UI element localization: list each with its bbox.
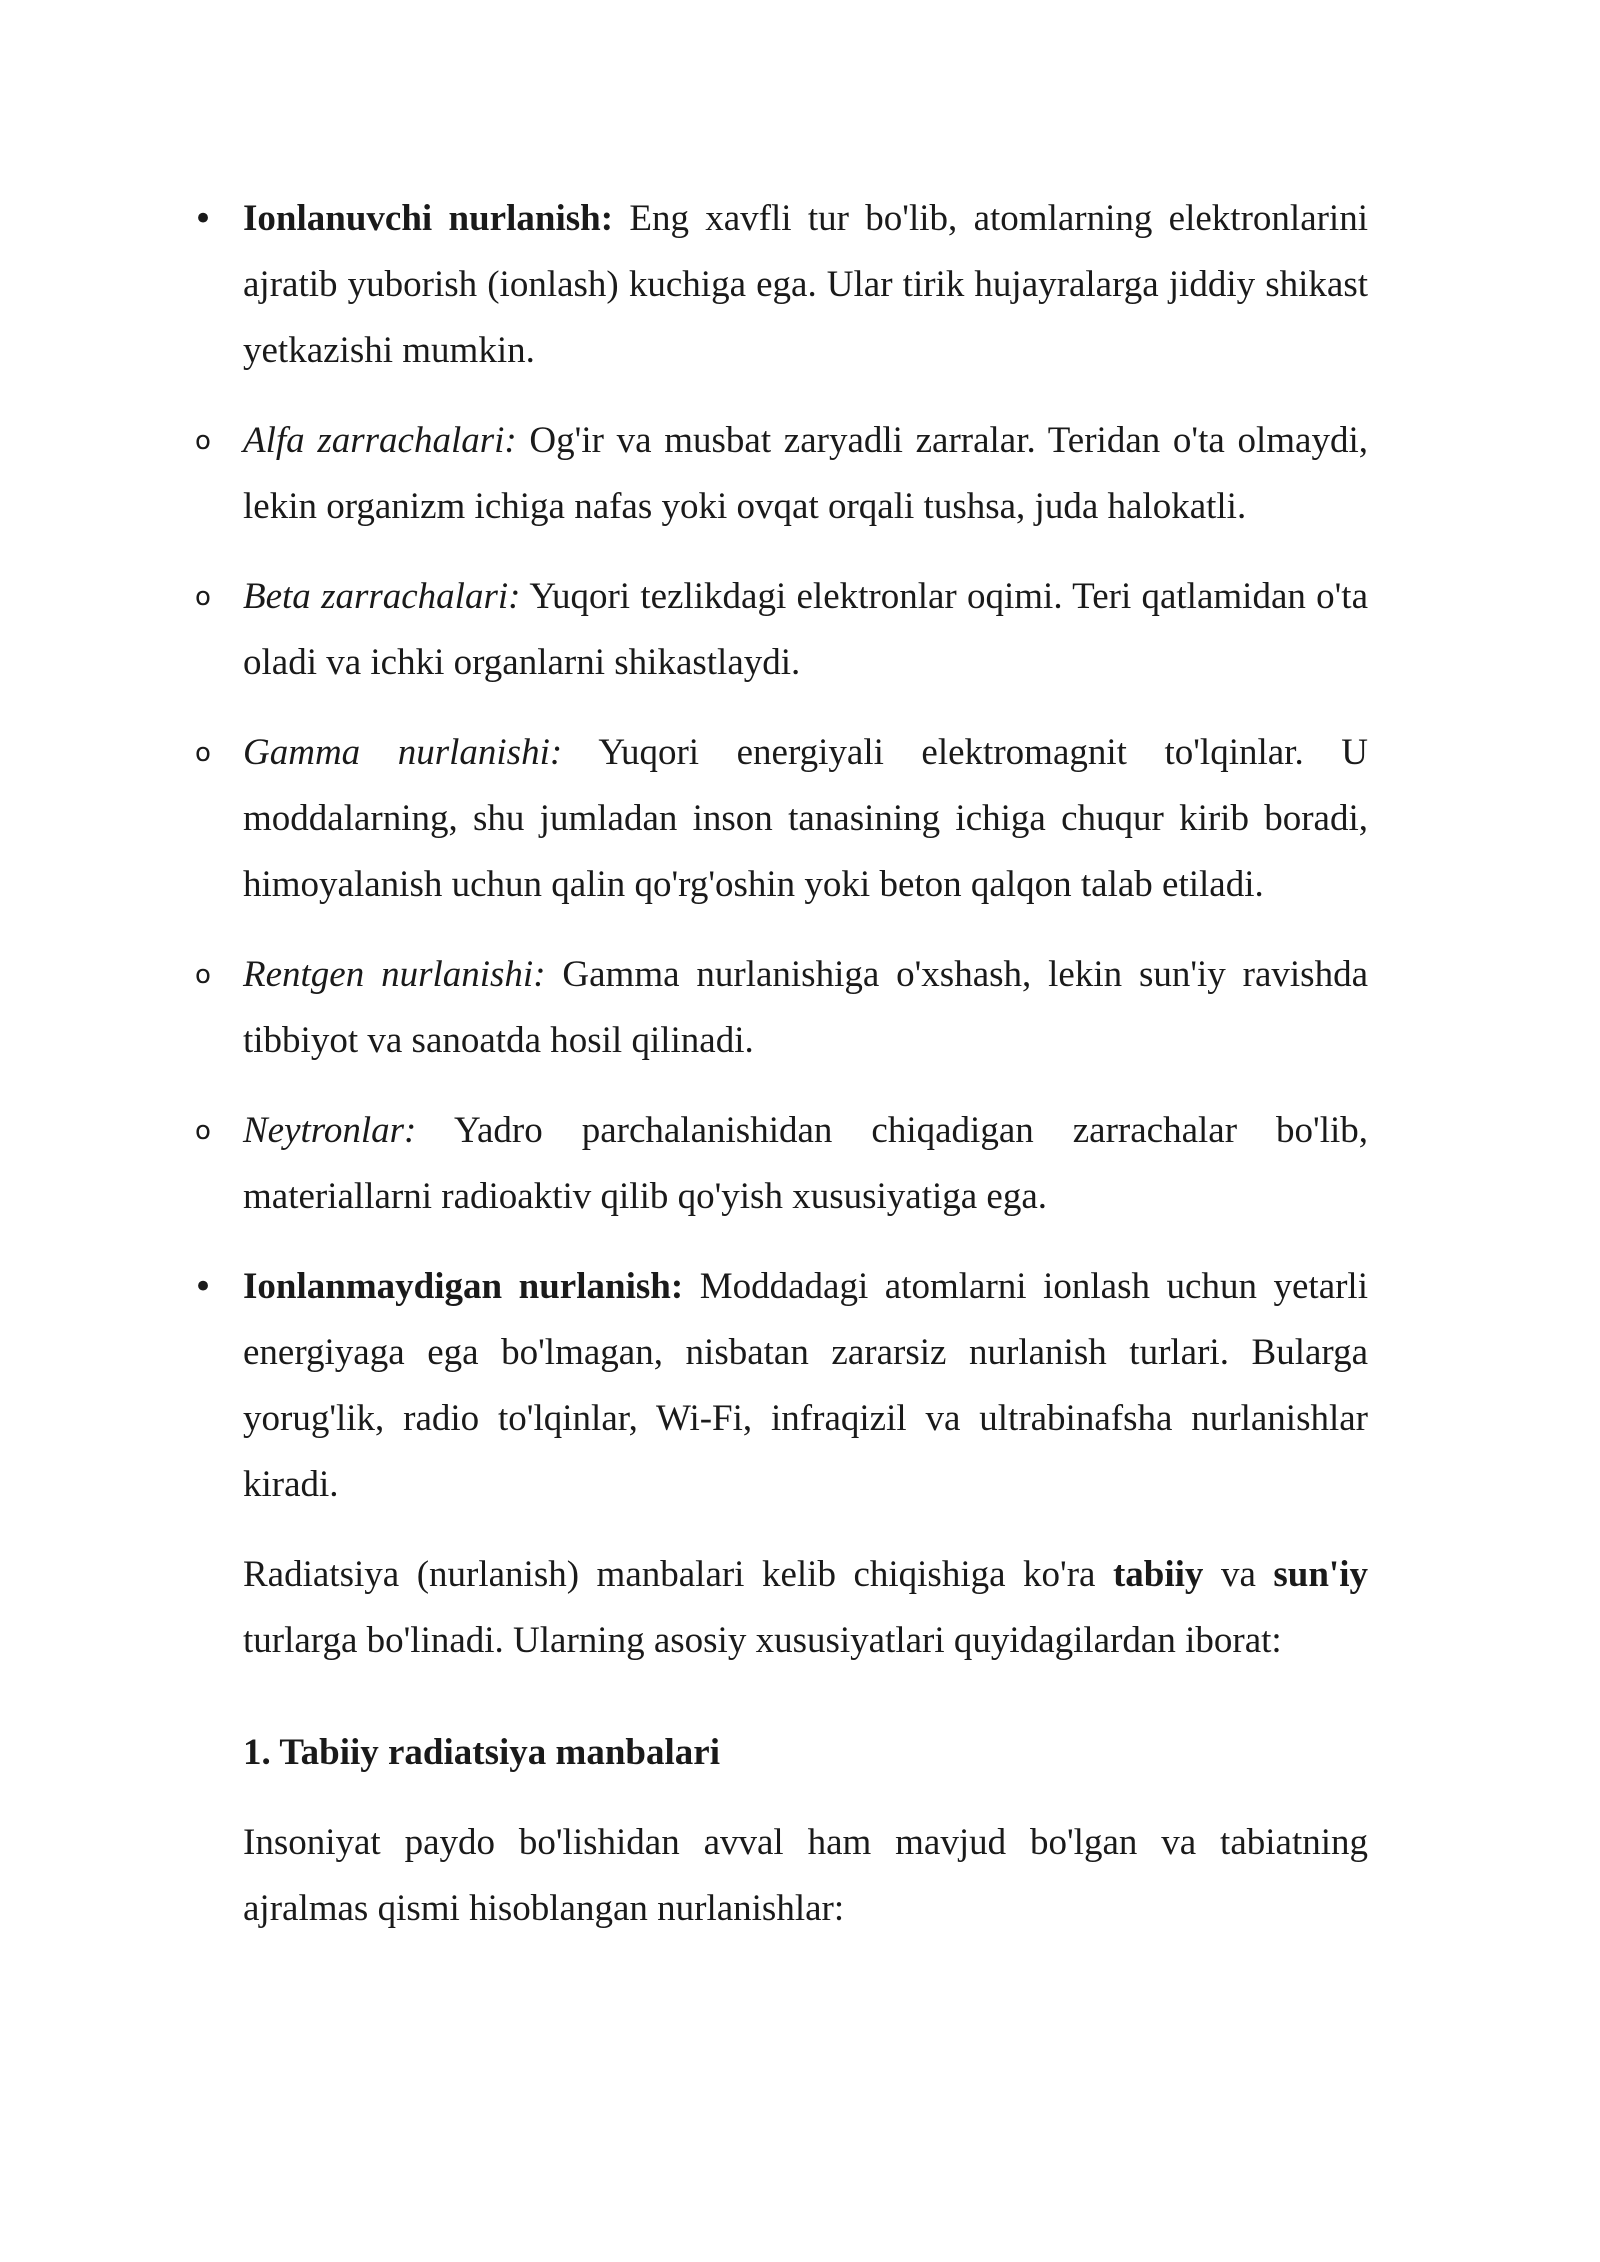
sources-bold-artificial: sun'iy	[1273, 1554, 1368, 1595]
desc-alpha: Og'ir va musbat zaryadli zarralar. Teridan o'ta olmaydi, lekin organizm ichiga nafas yoki ovqat orqali tushsa, juda halokatli.	[243, 420, 1368, 527]
term-gamma: Gamma nurlanishi:	[243, 732, 563, 773]
desc-non-ionizing: Moddadagi atomlarni ionlash uchun yetarli energiyaga ega bo'lmagan, nisbatan zararsiz nurlanish turlari. Bularga yorug'lik, radio to'lqinlar, Wi-Fi, infraqizil va ultrabinafsha nurlanishlar kiradi.	[243, 1266, 1368, 1505]
term-non-ionizing: Ionlanmaydigan nurlanish:	[243, 1266, 684, 1307]
sources-bold-natural: tabiiy	[1112, 1554, 1204, 1595]
list-item-non-ionizing	[192, 1254, 1368, 1518]
term-ionizing: Ionlanuvchi nurlanish:	[243, 198, 614, 239]
circle-marker: o	[195, 1116, 211, 1146]
desc-beta: Yuqori tezlikdagi elektronlar oqimi. Teri qatlamidan o'ta oladi va ichki organlarni shikastlaydi.	[243, 576, 1368, 683]
circle-marker: o	[195, 426, 211, 456]
list-item-gamma	[195, 720, 1368, 918]
desc-gamma: Yuqori energiyali elektromagnit to'lqinlar. U moddalarning, shu jumladan inson tanasining ichiga chuqur kirib boradi, himoyalanish uchun qalin qo'rg'oshin yoki beton qalqon talab etiladi.	[243, 732, 1368, 905]
sources-text-1: Radiatsiya (nurlanish) manbalari kelib chiqishiga ko'ra	[243, 1554, 1113, 1595]
list-item-ionizing	[192, 186, 1368, 384]
list-item-neutrons	[195, 1098, 1368, 1230]
sources-paragraph	[243, 1542, 1368, 1674]
list-item-alpha	[195, 408, 1368, 540]
term-alpha: Alfa zarrachalari:	[243, 420, 517, 461]
circle-marker: o	[195, 738, 211, 768]
term-beta: Beta zarrachalari:	[243, 576, 521, 617]
term-neutrons: Neytronlar:	[243, 1110, 417, 1151]
circle-marker: o	[195, 582, 211, 612]
circle-marker: o	[195, 960, 211, 990]
sources-text-3: turlarga bo'linadi. Ularning asosiy xususiyatlari quyidagilardan iborat:	[243, 1620, 1282, 1661]
term-xray: Rentgen nurlanishi:	[243, 954, 546, 995]
list-item-beta	[195, 564, 1368, 696]
desc-ionizing: Eng xavfli tur bo'lib, atomlarning elektronlarini ajratib yuborish (ionlash) kuchiga ega. Ular tirik hujayralarga jiddiy shikast yetkazishi mumkin.	[243, 198, 1368, 371]
bullet-marker: •	[192, 199, 214, 239]
desc-xray: Gamma nurlanishiga o'xshash, lekin sun'iy ravishda tibbiyot va sanoatda hosil qilinadi.	[243, 954, 1369, 1061]
bullet-marker: •	[192, 1267, 214, 1307]
list-item-xray	[195, 942, 1369, 1074]
sources-text-2: va	[1203, 1554, 1274, 1595]
section-paragraph: Insoniyat paydo bo'lishidan avval ham mavjud bo'lgan va tabiatning ajralmas qismi hisoblangan nurlanishlar:	[243, 1822, 1368, 1929]
document-content	[192, 186, 1369, 1966]
desc-neutrons: Yadro parchalanishidan chiqadigan zarrachalar bo'lib, materiallarni radioaktiv qilib qo'yish xususiyatiga ega.	[243, 1110, 1368, 1217]
section-heading: 1. Tabiiy radiatsiya manbalari	[243, 1732, 720, 1773]
